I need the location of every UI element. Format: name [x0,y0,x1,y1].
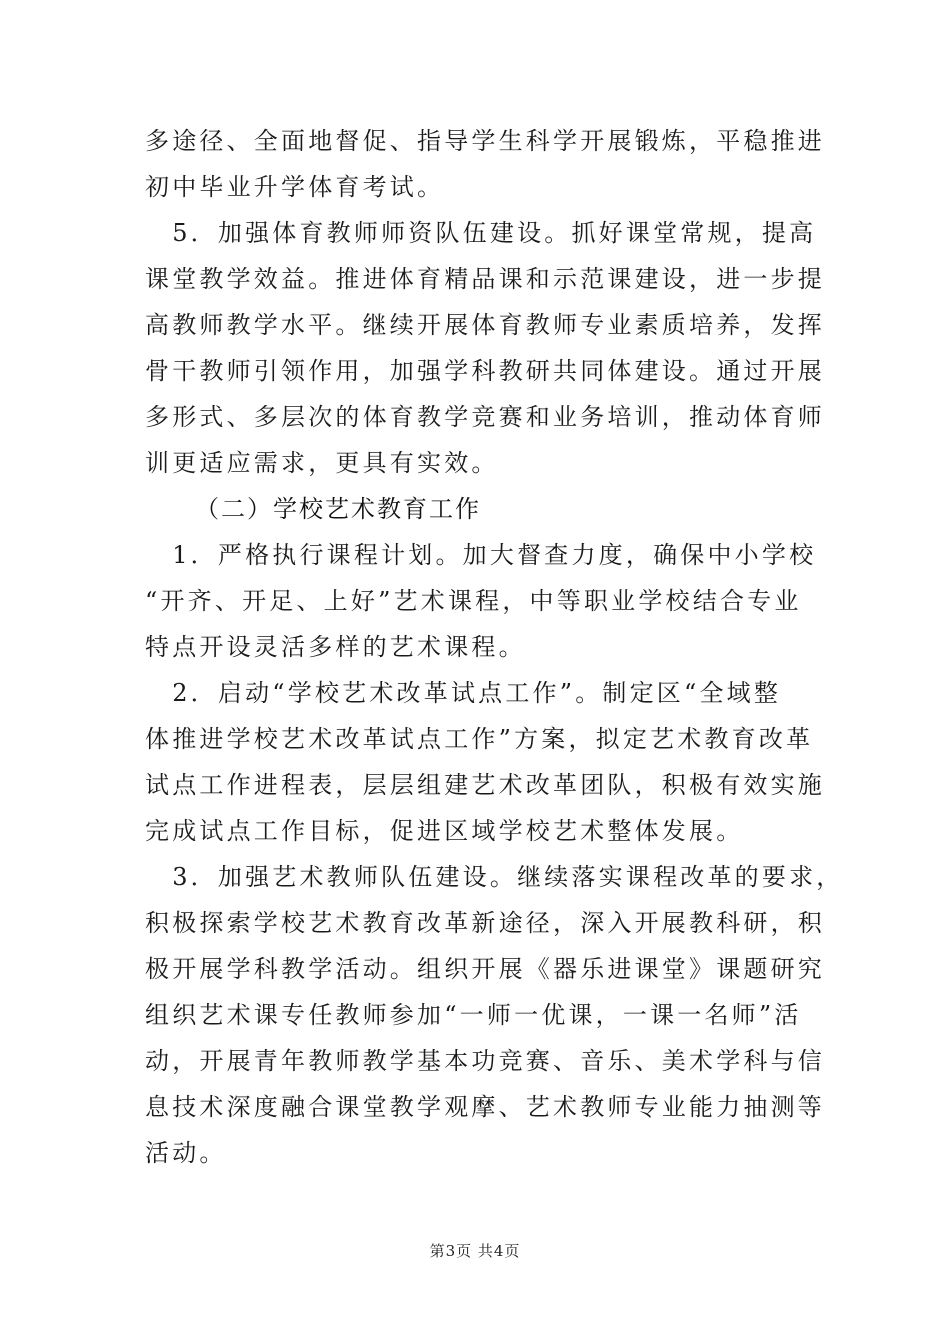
body-line: 完成试点工作目标，促进区域学校艺术整体发展。 [145,817,744,845]
section-heading: （二）学校艺术教育工作 [195,495,481,523]
body-line: 2．启动“学校艺术改革试点工作”。制定区“全域整 [145,679,782,707]
body-line: 训更适应需求，更具有实效。 [145,449,499,477]
body-line: 极开展学科教学活动。组织开展《器乐进课堂》课题研究 [145,955,825,983]
body-line: 积极探索学校艺术教育改革新途径，深入开展教科研，积 [145,909,825,937]
body-line: 高教师教学水平。继续开展体育教师专业素质培养，发挥 [145,311,825,339]
body-line: 息技术深度融合课堂教学观摩、艺术教师专业能力抽测等 [145,1093,825,1121]
body-line: 初中毕业升学体育考试。 [145,173,445,201]
body-line: 课堂教学效益。推进体育精品课和示范课建设，进一步提 [145,265,825,293]
body-line: 1．严格执行课程计划。加大督查力度，确保中小学校 [145,541,817,569]
body-line: 3．加强艺术教师队伍建设。继续落实课程改革的要求， [145,863,844,891]
body-line: 体推进学校艺术改革试点工作”方案，拟定艺术教育改革 [145,725,814,753]
body-line: 动，开展青年教师教学基本功竞赛、音乐、美术学科与信 [145,1047,825,1075]
body-line: 特点开设灵活多样的艺术课程。 [145,633,526,661]
body-line: 活动。 [145,1139,227,1167]
body-line: 多形式、多层次的体育教学竞赛和业务培训，推动体育师 [145,403,825,431]
body-line: “开齐、开足、上好”艺术课程，中等职业学校结合专业 [145,587,802,615]
body-line: 多途径、全面地督促、指导学生科学开展锻炼，平稳推进 [145,127,825,155]
body-line: 骨干教师引领作用，加强学科教研共同体建设。通过开展 [145,357,825,385]
body-line: 试点工作进程表，层层组建艺术改革团队，积极有效实施 [145,771,825,799]
body-line: 5．加强体育教师师资队伍建设。抓好课堂常规，提高 [145,219,817,247]
body-line: 组织艺术课专任教师参加“一师一优课，一课一名师”活 [145,1001,802,1029]
page-number-footer: 第3页 共4页 [429,1242,521,1260]
